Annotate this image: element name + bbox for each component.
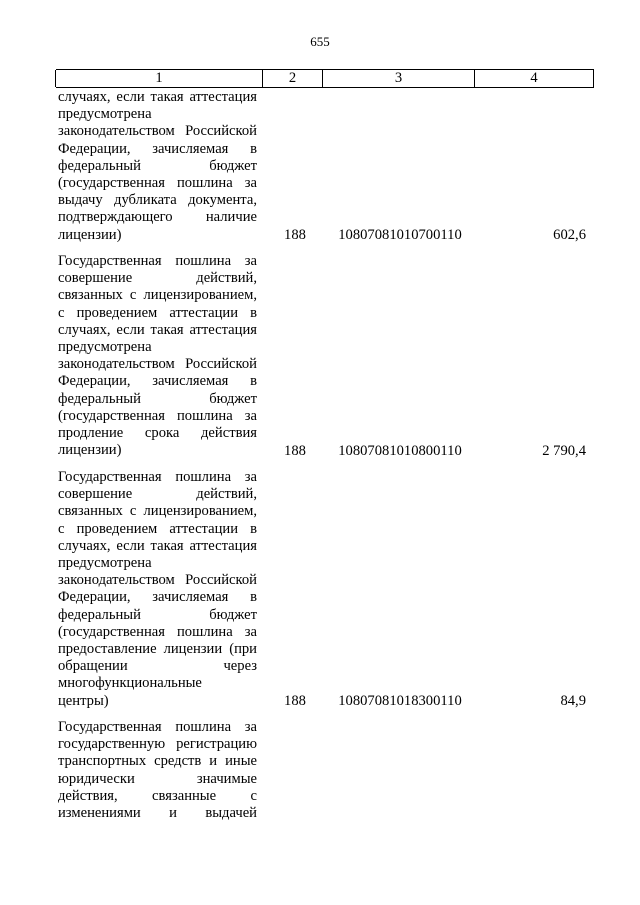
text-line: продление срока действия: [58, 425, 257, 442]
text-line: федеральный бюджет: [58, 390, 257, 407]
table-row-1-description: [58, 89, 257, 244]
text-line: предоставление лицензии (при: [58, 641, 257, 658]
text-line: Государственная пошлина за: [58, 719, 257, 735]
text-line: связанных с лицензированием,: [58, 503, 257, 520]
table-row-3-amount: 84,9: [560, 693, 586, 709]
text-line: законодательством Российской: [58, 356, 257, 373]
table-row-3-description: [58, 469, 257, 710]
text-line: с проведением аттестации в: [58, 520, 257, 537]
text-line: юридически значимые: [58, 770, 257, 787]
table-row-4-description: [58, 719, 257, 822]
table-row-1-kbk-code: 10807081010700110: [338, 227, 462, 243]
text-line: случаях, если такая аттестация: [58, 321, 257, 338]
text-line: изменениями и выдачей: [58, 805, 257, 822]
column-divider: [593, 70, 594, 87]
header-col-3: 3: [394, 70, 403, 86]
text-line: (государственная пошлина за: [58, 407, 257, 424]
text-line: предусмотрена: [58, 555, 152, 572]
page-number: 655: [310, 34, 330, 49]
table-row-2-admin-code: 188: [284, 443, 306, 459]
text-line: лицензии): [58, 442, 122, 459]
text-line: Федерации, зачисляемая в: [58, 373, 257, 390]
text-line: выдачу дубликата документа,: [58, 192, 257, 209]
text-line: совершение действий,: [58, 270, 257, 287]
text-line: лицензии): [58, 226, 122, 243]
text-line: федеральный бюджет: [58, 157, 257, 174]
table-row-2-amount: 2 790,4: [542, 443, 586, 459]
text-line: с проведением аттестации в: [58, 304, 257, 321]
table-row-3-kbk-code: 10807081018300110: [338, 693, 462, 709]
table-row-1-admin-code: 188: [284, 227, 306, 243]
text-line: Федерации, зачисляемая в: [58, 140, 257, 157]
text-line: (государственная пошлина за: [58, 623, 257, 640]
text-line: многофункциональные: [58, 675, 202, 692]
text-line: совершение действий,: [58, 486, 257, 503]
table-row-2-description: [58, 253, 257, 459]
text-line: случаях, если такая аттестация: [58, 89, 257, 105]
text-line: транспортных средств и иные: [58, 753, 257, 770]
text-line: связанных с лицензированием,: [58, 287, 257, 304]
text-line: обращении через: [58, 658, 257, 675]
text-line: подтверждающего наличие: [58, 209, 257, 226]
text-line: случаях, если такая аттестация: [58, 537, 257, 554]
table-header-row: [56, 69, 594, 88]
text-line: центры): [58, 692, 109, 709]
table-row-3-admin-code: 188: [284, 693, 306, 709]
text-line: предусмотрена: [58, 106, 152, 123]
text-line: федеральный бюджет: [58, 606, 257, 623]
header-col-1: 1: [155, 70, 163, 86]
table-row-1-amount: 602,6: [553, 227, 586, 243]
text-line: предусмотрена: [58, 339, 152, 356]
text-line: законодательством Российской: [58, 123, 257, 140]
text-line: законодательством Российской: [58, 572, 257, 589]
text-line: Государственная пошлина за: [58, 469, 257, 485]
text-line: (государственная пошлина за: [58, 175, 257, 192]
text-line: Государственная пошлина за: [58, 253, 257, 269]
text-line: Федерации, зачисляемая в: [58, 589, 257, 606]
header-col-2: 2: [288, 70, 297, 86]
header-col-4: 4: [530, 70, 538, 86]
text-line: действия, связанные с: [58, 787, 257, 804]
text-line: государственную регистрацию: [58, 736, 257, 753]
table-row-2-kbk-code: 10807081010800110: [338, 443, 462, 459]
